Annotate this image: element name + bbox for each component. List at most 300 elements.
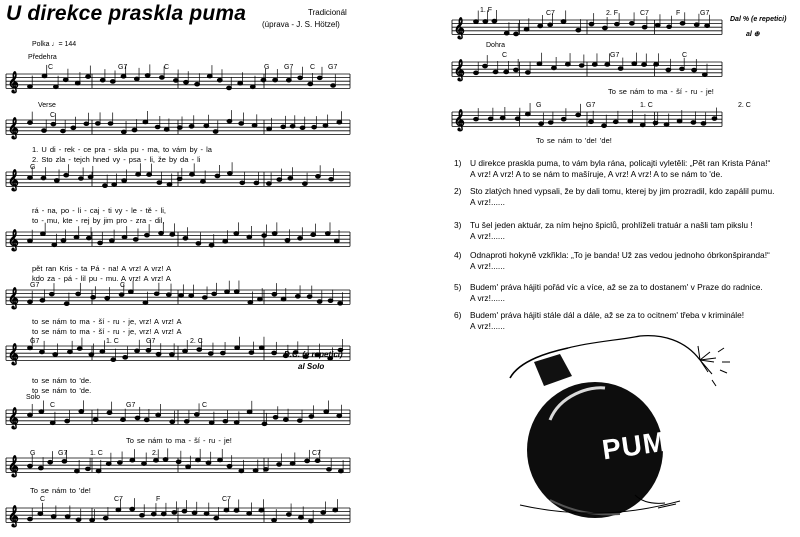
note-head — [272, 292, 277, 296]
chord: G7 — [126, 402, 136, 409]
note-head — [167, 183, 172, 187]
note-head — [692, 68, 697, 72]
note-head — [262, 234, 267, 238]
chord: F — [676, 10, 681, 17]
bomb-label: PUM — [600, 425, 670, 466]
note-head — [40, 299, 45, 303]
note-head — [51, 122, 56, 126]
note-head — [212, 292, 217, 296]
note-head — [250, 85, 255, 89]
verse-text — [470, 250, 795, 271]
lyrics-line: to se nám to 'de. — [32, 376, 92, 385]
al-coda-instruction: al ⊕ — [746, 31, 760, 38]
attribution-traditional: Tradicionál — [308, 8, 347, 17]
note-head — [488, 117, 493, 121]
note-head — [589, 120, 594, 124]
note-head — [247, 410, 252, 414]
treble-clef-icon: 𝄞 — [454, 60, 465, 81]
note-head — [183, 349, 188, 353]
note-head — [145, 74, 150, 78]
chord: C — [120, 282, 126, 289]
chord: C7 — [640, 10, 649, 17]
treble-clef-icon: 𝄞 — [8, 408, 19, 429]
chord: G — [30, 164, 36, 171]
note-head — [95, 122, 100, 126]
note-head — [328, 299, 333, 303]
note-head — [552, 66, 557, 70]
chord: C — [50, 112, 56, 119]
note-head — [286, 78, 291, 82]
note-head — [28, 464, 33, 468]
chord: G — [536, 102, 542, 109]
note-head — [514, 68, 519, 72]
note-head — [79, 177, 84, 181]
note-head — [204, 512, 209, 516]
note-head — [154, 459, 159, 463]
note-head — [680, 22, 685, 26]
note-head — [561, 117, 566, 121]
note-head — [142, 462, 147, 466]
note-head — [130, 458, 135, 462]
treble-clef-icon: 𝄞 — [8, 344, 19, 365]
treble-clef-icon: 𝄞 — [8, 170, 19, 191]
solo-label: Solo — [26, 394, 41, 401]
chord: G7 — [284, 64, 294, 71]
verse-line: Sto zlatých hned vypsali, že by dali tomu, kterej by jim prozradil, kdo zapálil pumu. — [470, 186, 775, 196]
note-head — [204, 124, 209, 128]
chord: C7 — [222, 496, 231, 503]
chord: C — [40, 496, 46, 503]
note-head — [136, 172, 141, 176]
note-head — [234, 421, 239, 425]
note-head — [312, 125, 317, 129]
note-head — [694, 23, 699, 27]
verse-line: Budem' práva hájiti stále dál a dále, až se za to ocitnem' třeba v kriminále! — [470, 310, 745, 320]
chord: C7 — [312, 450, 321, 457]
note-head — [206, 461, 211, 465]
lyrics-line: to - mu, kte - rej by jim pro - zra - dil, — [32, 216, 165, 225]
note-head — [112, 183, 117, 187]
volta-1-chord: 1. C — [106, 338, 119, 345]
note-head — [514, 32, 519, 36]
volta-1-chord: 1. C — [90, 450, 103, 457]
note-head — [189, 294, 194, 298]
note-head — [183, 236, 188, 240]
verse-number: 2) — [454, 186, 462, 196]
lyrics-line: To se nám to 'de! 'de! — [536, 136, 612, 145]
note-head — [194, 413, 199, 417]
verse-text — [470, 310, 795, 331]
note-head — [49, 292, 54, 296]
note-head — [267, 127, 272, 131]
note-head — [98, 241, 103, 245]
verse-label: Verse — [38, 102, 56, 109]
note-head — [272, 518, 277, 522]
note-head — [103, 184, 108, 188]
note-head — [42, 74, 47, 78]
note-head — [273, 416, 278, 420]
note-head — [105, 296, 110, 300]
lyrics-line: 2. Sto zla - tejch hned vy - psa - li, že by da - li — [32, 155, 201, 164]
note-head — [116, 508, 121, 512]
note-head — [65, 419, 70, 423]
note-head — [321, 511, 326, 515]
note-head — [71, 126, 76, 130]
note-head — [258, 297, 263, 301]
note-head — [48, 460, 53, 464]
note-head — [223, 419, 228, 423]
note-head — [261, 78, 266, 82]
note-head — [184, 80, 189, 84]
note-head — [28, 239, 33, 243]
note-head — [119, 293, 124, 297]
treble-clef-icon: 𝄞 — [454, 18, 465, 39]
note-head — [209, 421, 214, 425]
note-head — [61, 239, 66, 243]
dal-segno-instruction: Dal % (e repetici) — [730, 16, 787, 23]
note-head — [628, 119, 633, 123]
note-head — [311, 233, 316, 237]
note-head — [143, 120, 148, 124]
chord: G7 — [30, 338, 40, 345]
note-head — [51, 515, 56, 519]
note-head — [483, 20, 488, 24]
verse-refrain: A vrz!...... — [470, 320, 505, 331]
note-head — [323, 124, 328, 128]
note-head — [333, 508, 338, 512]
note-head — [227, 464, 232, 468]
note-head — [307, 295, 312, 299]
note-head — [64, 173, 69, 177]
chord: G7 — [610, 52, 620, 59]
note-head — [182, 509, 187, 513]
note-head — [110, 80, 115, 84]
note-head — [42, 129, 47, 133]
chord: C — [310, 64, 316, 71]
note-head — [240, 181, 245, 185]
note-head — [339, 469, 344, 473]
note-head — [235, 346, 240, 350]
note-head — [642, 25, 647, 29]
note-head — [68, 350, 73, 354]
note-head — [217, 78, 222, 82]
note-head — [41, 232, 46, 236]
note-head — [515, 117, 520, 121]
note-head — [196, 242, 201, 246]
lyrics-line: pět ran Kris - ta Pá - na! A vrz! A vrz! A — [32, 264, 172, 273]
note-head — [272, 351, 277, 355]
chord: C — [502, 52, 508, 59]
note-head — [159, 231, 164, 235]
lyrics-line: rá - na, po - li - caj - ti vy - le - tě - li, — [32, 206, 166, 215]
chord: F — [156, 496, 161, 503]
note-head — [177, 126, 182, 130]
note-head — [295, 295, 300, 299]
lyrics-line: To se nám to ma - ší - ru - je! — [608, 87, 714, 96]
note-head — [28, 346, 33, 350]
note-head — [156, 352, 161, 356]
note-head — [111, 358, 116, 362]
note-head — [290, 124, 295, 128]
dc-instruction: D.C. (e repetici) — [284, 350, 343, 359]
note-head — [53, 85, 58, 89]
note-head — [93, 418, 98, 422]
note-head — [107, 411, 112, 415]
note-head — [128, 290, 133, 294]
chord: C7 — [114, 496, 123, 503]
note-head — [103, 516, 108, 520]
chord: G — [30, 450, 36, 457]
note-head — [227, 86, 232, 90]
note-head — [220, 351, 225, 355]
note-head — [170, 420, 175, 424]
note-head — [327, 468, 332, 472]
note-head — [283, 418, 288, 422]
note-head — [677, 119, 682, 123]
lyrics-line: To se nám to 'de! — [30, 486, 91, 495]
note-head — [38, 466, 43, 470]
chord: G — [264, 64, 270, 71]
note-head — [218, 458, 223, 462]
note-head — [691, 121, 696, 125]
note-head — [252, 124, 257, 128]
note-head — [77, 347, 82, 351]
note-head — [300, 126, 305, 130]
note-head — [254, 181, 259, 185]
al-solo-instruction: al Solo — [298, 362, 325, 371]
volta-2-chord: 2. F — [606, 10, 619, 17]
note-head — [225, 290, 230, 294]
note-head — [74, 235, 79, 239]
note-head — [90, 518, 95, 522]
note-head — [238, 81, 243, 85]
note-head — [247, 512, 252, 516]
note-head — [161, 512, 166, 516]
note-head — [88, 175, 93, 179]
note-head — [654, 63, 659, 67]
note-head — [281, 297, 286, 301]
note-head — [28, 121, 33, 125]
note-head — [145, 233, 150, 237]
verse-number: 1) — [454, 158, 462, 168]
note-head — [122, 179, 127, 183]
note-head — [110, 239, 115, 243]
verse-refrain: A vrz!...... — [470, 260, 505, 271]
note-head — [493, 70, 498, 74]
note-head — [239, 469, 244, 473]
note-head — [331, 84, 336, 88]
chord: G7 — [328, 64, 338, 71]
note-head — [272, 232, 277, 236]
note-head — [504, 70, 509, 74]
note-head — [629, 22, 634, 26]
note-head — [173, 79, 178, 83]
note-head — [133, 238, 138, 242]
right-page — [400, 0, 800, 537]
note-head — [309, 519, 314, 523]
note-head — [214, 516, 219, 520]
note-head — [86, 75, 91, 79]
lyrics-line: to se nám to ma - ší - ru - je, vrz! A vrz! A — [32, 327, 182, 336]
chord: C7 — [546, 10, 555, 17]
note-head — [96, 469, 101, 473]
treble-clef-icon: 𝄞 — [8, 72, 19, 93]
note-head — [163, 458, 168, 462]
verse-text — [470, 186, 795, 207]
lyrics-line: 1. U di - rek - ce pra - skla pu - ma, to vám by - la — [32, 145, 212, 154]
note-head — [483, 64, 488, 68]
chord: G7 — [700, 10, 710, 17]
note-head — [28, 176, 33, 180]
note-head — [186, 465, 191, 469]
note-head — [337, 414, 342, 418]
note-head — [259, 346, 264, 350]
note-head — [28, 413, 33, 417]
note-head — [121, 418, 126, 422]
verse-number: 5) — [454, 282, 462, 292]
note-head — [474, 20, 479, 24]
note-head — [62, 460, 67, 464]
note-head — [172, 511, 177, 515]
note-head — [40, 350, 45, 354]
note-head — [41, 176, 46, 180]
note-head — [76, 518, 81, 522]
verse-number: 6) — [454, 310, 462, 320]
note-head — [504, 31, 509, 35]
note-head — [132, 128, 137, 132]
note-head — [208, 352, 213, 356]
note-head — [91, 296, 96, 300]
note-head — [195, 82, 200, 86]
verse-line: Budem' práva hájiti pořád víc a více, až se za to dostanem' v Praze do radnice. — [470, 282, 763, 292]
note-head — [500, 116, 505, 120]
note-head — [492, 19, 497, 23]
verse-text — [470, 282, 795, 303]
lyrics-line: To se nám to ma - ší - ru - je! — [126, 436, 232, 445]
note-head — [299, 516, 304, 520]
verse-refrain: A vrz!...... — [470, 196, 505, 207]
lyrics-line: kdo za - pá - lil pu - mu. A vrz! A vrz! A — [32, 274, 171, 283]
note-head — [53, 353, 58, 357]
note-head — [524, 27, 529, 31]
note-head — [281, 125, 286, 129]
note-head — [121, 130, 126, 134]
note-head — [227, 119, 232, 123]
note-head — [154, 292, 159, 296]
note-head — [166, 293, 171, 297]
note-head — [602, 124, 607, 128]
note-head — [248, 301, 253, 305]
note-head — [106, 462, 111, 466]
note-head — [89, 353, 94, 357]
note-head — [315, 459, 320, 463]
note-head — [140, 514, 145, 518]
note-head — [63, 78, 68, 82]
verse-refrain: A vrz! A vrz! A to se nám to mašíruje, A vrz! A vrz! A to se nám to 'de. — [470, 168, 723, 179]
note-head — [538, 24, 543, 28]
note-head — [108, 122, 113, 126]
note-head — [144, 418, 149, 422]
note-head — [589, 22, 594, 26]
note-head — [655, 23, 660, 27]
note-head — [147, 173, 152, 177]
note-head — [170, 353, 175, 357]
note-head — [615, 22, 620, 26]
volta-2-chord: 2. C — [190, 338, 203, 345]
intro-label: Předehra — [28, 54, 57, 61]
note-head — [130, 507, 135, 511]
chord: C — [50, 402, 56, 409]
note-head — [618, 67, 623, 71]
note-head — [249, 351, 254, 355]
note-head — [297, 419, 302, 423]
note-head — [253, 469, 258, 473]
chord: C — [202, 402, 208, 409]
note-head — [680, 67, 685, 71]
note-head — [286, 513, 291, 517]
volta-1-chord: 1. F — [480, 7, 493, 14]
note-head — [209, 243, 214, 247]
note-head — [176, 460, 181, 464]
note-head — [234, 290, 239, 294]
note-head — [666, 68, 671, 72]
note-head — [135, 416, 140, 420]
note-head — [190, 173, 195, 177]
note-head — [100, 78, 105, 82]
note-head — [28, 300, 33, 304]
note-head — [712, 117, 717, 121]
note-head — [288, 176, 293, 180]
verse-line: Odnaproti hokyně vzkřikla: „To je banda! Už zas vedou jednoho óbrkonšpiranda!“ — [470, 250, 770, 260]
note-head — [702, 73, 707, 77]
note-head — [548, 23, 553, 27]
bomb-illustration — [510, 336, 730, 518]
volta-2-chord: 2. C — [738, 102, 751, 109]
note-head — [525, 71, 530, 75]
note-head — [122, 235, 127, 239]
note-head — [642, 63, 647, 67]
chord: G7 — [586, 102, 596, 109]
note-head — [632, 62, 637, 66]
note-head — [184, 420, 189, 424]
attribution-arrangement: (úprava - J. S. Hötzel) — [262, 20, 340, 29]
note-head — [76, 292, 81, 296]
lyrics-line: to se nám to ma - ší - ru - je, vrz! A vrz! A — [32, 317, 182, 326]
note-head — [79, 410, 84, 414]
verse-number: 4) — [454, 250, 462, 260]
note-head — [177, 177, 182, 181]
treble-clef-icon: 𝄞 — [8, 288, 19, 309]
note-head — [317, 300, 322, 304]
note-head — [123, 356, 128, 360]
note-head — [579, 64, 584, 68]
note-head — [84, 122, 89, 126]
chord: G7 — [118, 64, 128, 71]
note-head — [302, 182, 307, 186]
verse-line: Tu šel jeden aktuár, za ním hejno špiclů, prohlíželi tratuár a našli tam pikslu ! — [470, 220, 753, 230]
note-head — [308, 82, 313, 86]
tempo-marking: Polka ♩= 144 — [32, 41, 77, 48]
note-head — [197, 348, 202, 352]
note-head — [196, 458, 201, 462]
note-head — [605, 63, 610, 67]
note-head — [262, 422, 267, 426]
song-title: U direkce praskla puma — [6, 2, 247, 25]
note-head — [267, 182, 272, 186]
note-head — [65, 515, 70, 519]
note-head — [202, 296, 207, 300]
chord: C — [48, 64, 54, 71]
